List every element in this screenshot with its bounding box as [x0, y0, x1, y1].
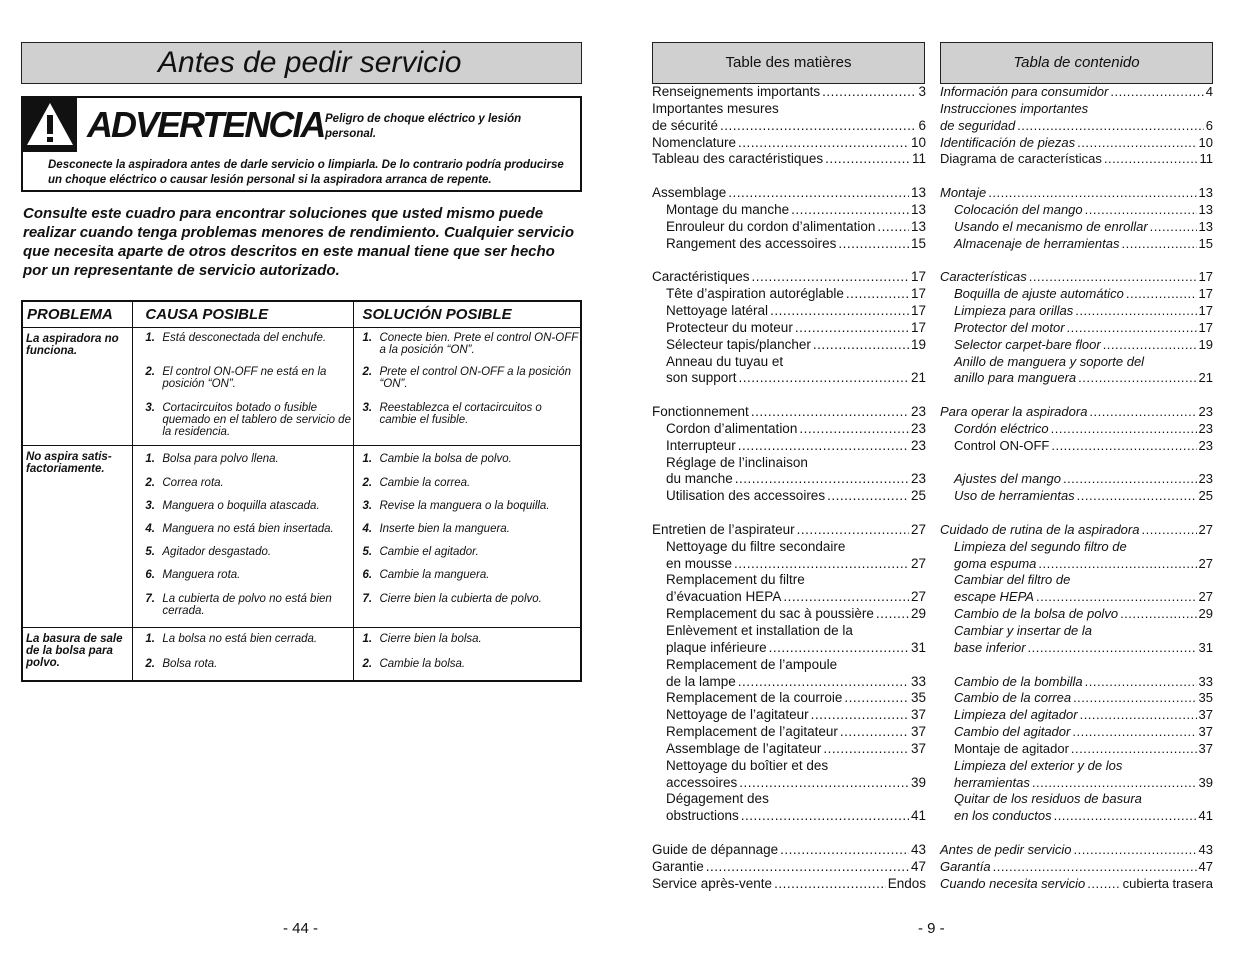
header-solution: SOLUCIÓN POSIBLE — [354, 301, 581, 327]
cause-cell — [133, 445, 354, 627]
toc-entry[interactable]: de seguridad ..... 6 — [940, 118, 1213, 135]
table-row — [22, 627, 581, 681]
problem-cell: No aspira satis-factoriamente. — [22, 445, 133, 627]
toc-entry[interactable]: Para operar la aspiradora ..... 23 — [940, 404, 1213, 421]
list-item: 5. Agitador desgastado. — [145, 545, 272, 558]
problem-cell: La aspiradora no funciona. — [22, 327, 133, 445]
toc-entry[interactable]: Réglage de l’inclinaison — [666, 454, 808, 470]
toc-entry[interactable]: de la lampe ..... 33 — [652, 674, 926, 691]
toc-entry[interactable]: base inferior ..... 31 — [940, 640, 1213, 657]
toc-entry[interactable]: accessoires ..... 39 — [652, 775, 926, 792]
list-item: 7. La cubierta de polvo no está bien cerrada. — [145, 592, 332, 617]
toc-entry[interactable]: Caractéristiques ..... 17 — [652, 269, 926, 286]
toc-entry[interactable]: Limpieza del segundo filtro de — [954, 538, 1127, 554]
toc-entry[interactable]: Antes de pedir servicio ..... 43 — [940, 842, 1213, 859]
toc-entry[interactable]: Ajustes del mango ..... 23 — [940, 471, 1213, 488]
list-item: 3. Cortacircuitos botado o fusible quemado en el tablero de servicio de la residencia. — [145, 401, 351, 438]
toc-entry[interactable]: Cordon d’alimentation ..... 23 — [652, 421, 926, 438]
toc-entry[interactable]: escape HEPA ..... 27 — [940, 589, 1213, 606]
troubleshooting-table — [21, 300, 582, 682]
toc-entry[interactable]: Nettoyage latéral ..... 17 — [652, 303, 926, 320]
toc-entry[interactable]: plaque inférieure ..... 31 — [652, 640, 926, 657]
solution-cell — [354, 445, 581, 627]
toc-es — [940, 84, 1213, 893]
cause-cell — [133, 327, 354, 445]
list-item: 1. Conecte bien. Prete el control ON-OFF a la posición “ON”. — [362, 331, 579, 356]
toc-entry[interactable]: Remplacement de l’ampoule — [666, 656, 838, 672]
list-item: 1. Bolsa para polvo llena. — [145, 452, 279, 465]
toc-entry[interactable]: Sélecteur tapis/plancher ..... 19 — [652, 337, 926, 354]
header-cause: CAUSA POSIBLE — [133, 301, 354, 327]
toc-entry[interactable]: Fonctionnement ..... 23 — [652, 404, 926, 421]
list-item: 2. Prete el control ON-OFF a la posición “ON”. — [362, 365, 571, 390]
toc-entry[interactable]: son support ..... 21 — [652, 370, 926, 387]
page-number-left: - 44 - — [283, 920, 319, 937]
toc-entry[interactable]: Boquilla de ajuste automático ..... 17 — [940, 286, 1213, 303]
toc-entry[interactable]: Enrouleur du cordon d’alimentation ..... 13 — [652, 219, 926, 236]
solution-cell — [354, 327, 581, 445]
toc-entry[interactable]: en los conductos ..... 41 — [940, 808, 1213, 825]
toc-entry[interactable]: Montaje de agitador ..... 37 — [940, 741, 1213, 758]
toc-entry[interactable]: Remplacement de l’agitateur ..... 37 — [652, 724, 926, 741]
toc-entry[interactable]: Cambiar y insertar de la — [954, 623, 1092, 638]
toc-entry[interactable]: Diagrama de características ..... 11 — [940, 151, 1213, 168]
toc-entry[interactable]: Guide de dépannage ..... 43 — [652, 842, 926, 859]
toc-entry[interactable]: Protector del motor ..... 17 — [940, 320, 1213, 337]
solution-cell — [354, 627, 581, 681]
toc-entry[interactable]: Utilisation des accessoires ..... 25 — [652, 488, 926, 505]
list-item: 3. Reestablezca el cortacircuitos o cambie el fusible. — [362, 401, 542, 426]
toc-entry[interactable]: Tableau des caractéristiques ..... 11 — [652, 151, 926, 168]
toc-entry[interactable]: Entretien de l’aspirateur ..... 27 — [652, 522, 926, 539]
toc-entry[interactable]: Nettoyage du boîtier et des — [666, 757, 829, 773]
toc-entry[interactable]: Rangement des accessoires ..... 15 — [652, 236, 926, 253]
toc-entry[interactable]: Información para consumidor ..... 4 — [940, 84, 1213, 101]
toc-entry[interactable]: Uso de herramientas ..... 25 — [940, 488, 1213, 505]
warning-short: Peligro de choque eléctrico y lesión personal. — [325, 113, 522, 140]
list-item: 2. Cambie la bolsa. — [362, 657, 466, 670]
page-number-right: - 9 - — [918, 920, 945, 937]
toc-entry[interactable]: Tête d’aspiration autoréglable ..... 17 — [652, 286, 926, 303]
toc-entry[interactable]: Anneau du tuyau et — [666, 353, 784, 369]
list-item: 1. La bolsa no está bien cerrada. — [145, 632, 318, 645]
toc-entry[interactable]: Garantie ..... 47 — [652, 859, 926, 876]
toc-entry[interactable]: Quitar de los residuos de basura — [954, 791, 1142, 807]
toc-entry[interactable]: Características ..... 17 — [940, 269, 1213, 286]
list-item: 3. Revise la manguera o la boquilla. — [362, 499, 550, 512]
toc-entry[interactable]: Cambio de la bombilla ..... 33 — [940, 674, 1213, 691]
toc-entry[interactable]: Assemblage ..... 13 — [652, 185, 926, 202]
toc-entry[interactable]: Service après-vente ..... Endos — [652, 876, 926, 893]
toc-entry[interactable]: d’évacuation HEPA ..... 27 — [652, 589, 926, 606]
toc-entry[interactable]: Interrupteur ..... 23 — [652, 438, 926, 455]
toc-entry[interactable]: Garantía ..... 47 — [940, 859, 1213, 876]
toc-entry[interactable]: Enlèvement et installation de la — [666, 623, 853, 638]
toc-entry[interactable]: Limpieza del exterior y de los — [954, 757, 1123, 773]
toc-entry[interactable]: Remplacement du sac à poussière ..... 29 — [652, 606, 926, 623]
toc-entry[interactable]: anillo para manguera ..... 21 — [940, 370, 1213, 387]
toc-entry[interactable]: herramientas ..... 39 — [940, 775, 1213, 792]
header-problem: PROBLEMA — [22, 301, 133, 327]
toc-entry[interactable]: Identificación de piezas ..... 10 — [940, 135, 1213, 152]
list-item: 2. Bolsa rota. — [145, 657, 218, 670]
toc-entry[interactable]: Nettoyage de l’agitateur ..... 37 — [652, 707, 926, 724]
toc-entry[interactable]: en mousse ..... 27 — [652, 556, 926, 573]
toc-entry[interactable]: du manche ..... 23 — [652, 471, 926, 488]
list-item: 2. El control ON-OFF ne está en la posición “ON”. — [145, 365, 327, 390]
warning-box — [21, 96, 582, 192]
cause-cell — [133, 627, 354, 681]
list-item: 3. Manguera o boquilla atascada. — [145, 499, 320, 512]
toc-entry[interactable]: Remplacement du filtre — [666, 572, 805, 588]
toc-entry[interactable]: Instrucciones importantes — [940, 100, 1089, 116]
toc-entry[interactable]: Montaje ..... 13 — [940, 185, 1213, 202]
list-item: 1. Está desconectada del enchufe. — [145, 331, 327, 344]
toc-entry[interactable]: Assemblage de l’agitateur ..... 37 — [652, 741, 926, 758]
toc-entry[interactable]: Colocación del mango ..... 13 — [940, 202, 1213, 219]
toc-entry[interactable]: Renseignements importants ..... 3 — [652, 84, 926, 101]
toc-es-title: Tabla de contenido — [940, 42, 1213, 84]
toc-entry[interactable]: Cambiar del filtro de — [954, 572, 1071, 588]
toc-entry[interactable]: Dégagement des — [666, 791, 769, 807]
toc-entry[interactable]: Selector carpet-bare floor ..... 19 — [940, 337, 1213, 354]
list-item: 4. Manguera no está bien insertada. — [145, 522, 334, 535]
toc-entry[interactable]: Limpieza del agitador ..... 37 — [940, 707, 1213, 724]
toc-entry[interactable]: Protecteur du moteur ..... 17 — [652, 320, 926, 337]
toc-entry[interactable]: Control ON-OFF ..... 23 — [940, 438, 1213, 455]
list-item: 4. Inserte bien la manguera. — [362, 522, 510, 535]
toc-fr — [652, 84, 926, 893]
toc-entry[interactable]: goma espuma ..... 27 — [940, 556, 1213, 573]
toc-entry[interactable]: Montage du manche ..... 13 — [652, 202, 926, 219]
list-item: 7. Cierre bien la cubierta de polvo. — [362, 592, 542, 605]
toc-entry[interactable]: obstructions ..... 41 — [652, 808, 926, 825]
list-item: 2. Correa rota. — [145, 476, 224, 489]
problem-cell: La basura de sale de la bolsa para polvo. — [22, 627, 133, 681]
list-item: 1. Cierre bien la bolsa. — [362, 632, 482, 645]
toc-entry[interactable]: Cuando necesita servicio ..... cubierta trasera — [940, 876, 1213, 893]
page-title: Antes de pedir servicio — [21, 42, 582, 84]
toc-entry[interactable]: de sécurité ..... 6 — [652, 118, 926, 135]
warning-word: ADVERTENCIA — [87, 104, 325, 145]
list-item: 6. Cambie la manguera. — [362, 568, 490, 581]
list-item: 6. Manguera rota. — [145, 568, 241, 581]
list-item: 5. Cambie el agitador. — [362, 545, 479, 558]
list-item: 2. Cambie la correa. — [362, 476, 471, 489]
toc-entry[interactable]: Cordón eléctrico ..... 23 — [940, 421, 1213, 438]
toc-entry[interactable]: Limpieza para orillas ..... 17 — [940, 303, 1213, 320]
toc-entry[interactable]: Remplacement de la courroie ..... 35 — [652, 690, 926, 707]
toc-entry[interactable]: Almacenaje de herramientas ..... 15 — [940, 236, 1213, 253]
toc-entry[interactable]: Importantes mesures — [652, 100, 779, 116]
toc-entry[interactable]: Anillo de manguera y soporte del — [954, 353, 1145, 369]
toc-entry[interactable]: Cambio de la correa ..... 35 — [940, 690, 1213, 707]
toc-entry[interactable]: Usando el mecanismo de enrollar ..... 13 — [940, 219, 1213, 236]
intro-text: Consulte este cuadro para encontrar soluciones que usted mismo puede realizar cuando tenga problemas menores de rendimiento. Cualquier servicio que necesita aparte de otros descritos en este manual tiene que ser hecho por un representante de servicio autorizado. — [23, 205, 574, 279]
toc-entry[interactable]: Cuidado de rutina de la aspiradora ..... 27 — [940, 522, 1213, 539]
warning-triangle-icon — [23, 98, 77, 152]
toc-entry[interactable]: Cambio de la bolsa de polvo ..... 29 — [940, 606, 1213, 623]
warning-text: Desconecte la aspiradora antes de darle servicio o limpiarla. De lo contrario podría producirse un choque eléctrico o causar lesión personal si la aspiradora arranca de repente. — [48, 159, 564, 186]
toc-entry[interactable]: Nomenclature ..... 10 — [652, 135, 926, 152]
table-row — [22, 445, 581, 627]
toc-fr-title: Table des matières — [652, 42, 925, 84]
toc-entry[interactable]: Cambio del agitador ..... 37 — [940, 724, 1213, 741]
list-item: 1. Cambie la bolsa de polvo. — [362, 452, 512, 465]
table-row — [22, 327, 581, 445]
toc-entry[interactable]: Nettoyage du filtre secondaire — [666, 538, 846, 554]
